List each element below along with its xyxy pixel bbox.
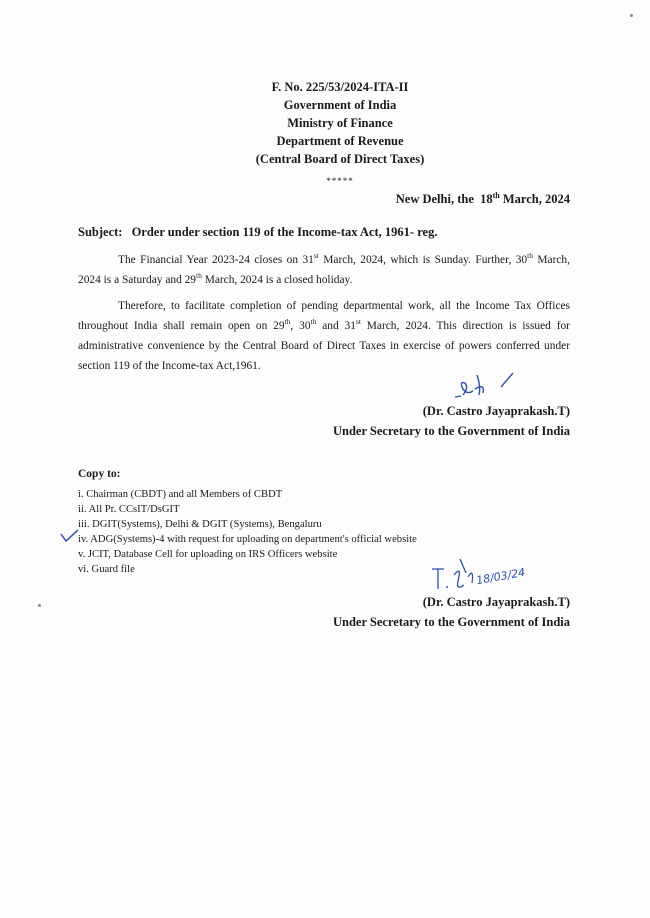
signatory-name: (Dr. Castro Jayaprakash.T)	[422, 404, 570, 418]
list-item: v. JCIT, Database Cell for uploading on IRS Officers website	[78, 549, 338, 560]
department-line: Department of Revenue	[276, 134, 404, 148]
subject-text: Order under section 119 of the Income-tax Act, 1961- reg.	[131, 225, 438, 239]
signatory-designation: Under Secretary to the Government of India	[332, 424, 570, 438]
subject-label: Subject:	[78, 225, 123, 239]
paragraph-2: Therefore, to facilitate completion of pending departmental work, all the Income Tax Offices throughout India shall remain open on 29th, 30th and 31st March, 2024. This direction is issued for administrative convenience by the Central Board of Direct Taxes in exercise of powers conferred under section 119 of the Income-tax Act,1961.	[78, 300, 570, 372]
signatory-name: (Dr. Castro Jayaprakash.T)	[422, 595, 570, 609]
handwritten-tick-icon	[60, 528, 80, 544]
scan-speck	[630, 14, 633, 17]
copy-to-list	[78, 487, 417, 577]
separator-stars: *****	[326, 176, 354, 186]
list-item: ii. All Pr. CCsIT/DsGIT	[78, 504, 180, 515]
letter-date: New Delhi, the 18th March, 2024	[395, 191, 570, 207]
copy-to-title: Copy to:	[78, 468, 121, 480]
handwritten-sd-signature	[455, 365, 525, 405]
scan-speck	[38, 604, 41, 607]
list-item: iii. DGIT(Systems), Delhi & DGIT (Systems), Bengaluru	[78, 519, 322, 530]
board-line: (Central Board of Direct Taxes)	[255, 152, 425, 166]
handwritten-date: 18/03/24	[475, 565, 527, 588]
subject-line	[78, 225, 437, 240]
signature-block-1	[333, 401, 570, 441]
government-line: Government of India	[283, 98, 397, 112]
paragraph-1: The Financial Year 2023-24 closes on 31st March, 2024, which is Sunday. Further, 30th March, 2024 is a Saturday and 29th March, 2024 is a closed holiday.	[78, 251, 570, 286]
ministry-line: Ministry of Finance	[287, 116, 393, 130]
letter-header	[0, 78, 650, 168]
list-item: iv. ADG(Systems)-4 with request for uploading on department's official website	[78, 534, 417, 545]
signature-block-2	[333, 592, 570, 632]
signatory-designation: Under Secretary to the Government of India	[332, 615, 570, 629]
list-item: i. Chairman (CBDT) and all Members of CBDT	[78, 489, 283, 500]
list-item: vi. Guard file	[78, 564, 135, 575]
file-number: F. No. 225/53/2024-ITA-II	[271, 80, 409, 94]
